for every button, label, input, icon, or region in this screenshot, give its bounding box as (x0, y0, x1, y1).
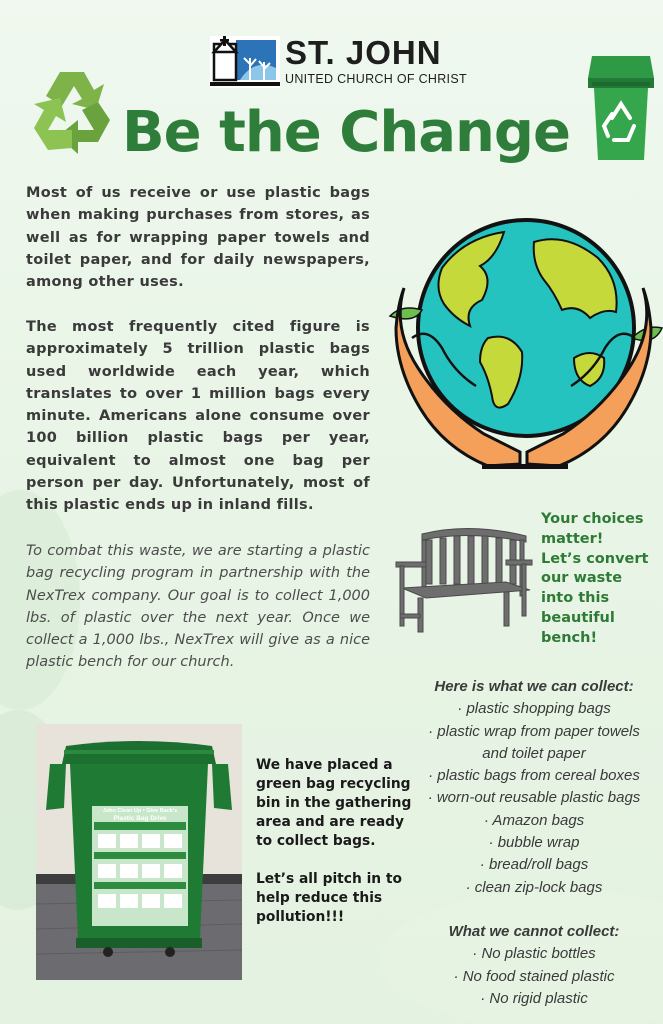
list-item: · worn-out reusable plastic bags (427, 789, 641, 807)
can-collect-heading: Here is what we can collect: (434, 678, 634, 695)
church-logo-icon (210, 36, 280, 88)
church-name-secondary: UNITED CHURCH OF CHRIST (285, 72, 467, 86)
bench-callout-line: Let’s convert (541, 550, 649, 567)
bin-label-line2: Plastic Bag Drive (113, 815, 167, 822)
list-item: · plastic wrap from paper towels (428, 722, 640, 740)
statistics-paragraph: The most frequently cited figure is approximately 5 trillion plastic bags used worldwide each year, which translates to over 1 million bags every minute. Americans alone consume over 100 billion plastic bags per year, equivalent to almost one bag per person per day. Unfortunately, most of this plastic ends up in inland fills. (26, 319, 370, 514)
church-name (285, 36, 467, 86)
bench-callout-line: bench! (541, 629, 598, 646)
list-item: · bread/roll bags (479, 856, 589, 874)
bench-callout-line: beautiful (541, 609, 615, 626)
church-name-primary: ST. JOHN (285, 34, 442, 71)
bench-callout-line: matter! (541, 530, 604, 547)
list-item: · No rigid plastic (480, 989, 588, 1007)
bench-callout-line: into this (541, 590, 610, 607)
call-to-action: Let’s all pitch in to help reduce this pollution!!! (256, 871, 403, 925)
cannot-collect-heading: What we cannot collect: (448, 922, 620, 940)
recycle-icon (22, 62, 122, 162)
list-item: · Amazon bags (483, 811, 585, 829)
collection-list (405, 676, 663, 1010)
globe-in-hands-icon (384, 208, 663, 470)
page-title: Be the Change (122, 100, 570, 165)
list-item: · No food stained plastic (453, 967, 615, 985)
bin-announcement-paragraph: We have placed a green bag recycling bin in the gathering area and are ready to collect bags. (256, 757, 412, 849)
recycling-bin-icon (584, 52, 658, 164)
list-item: and toilet paper (482, 744, 586, 762)
recycling-bin-photo (36, 724, 242, 980)
bench-callout (541, 510, 659, 649)
list-item: · plastic bags from cereal boxes (428, 767, 640, 785)
program-paragraph: To combat this waste, we are starting a plastic bag recycling program in partnership with the NexTrex company. Our goal is to collect 1,000 lbs. of plastic over the next year. Once we collect a 1,000 lbs., NexTrex will give as a nice plastic bench for our church. (26, 543, 370, 671)
bench-callout-line: Your choices (541, 511, 644, 527)
bench-callout-line: our waste (541, 570, 623, 587)
bin-announcement (256, 756, 418, 946)
plastic-bench-icon (392, 518, 534, 638)
bin-label-line1: John Clean Up • Give Back's (102, 808, 178, 814)
intro-paragraph: Most of us receive or use plastic bags when making purchases from stores, as well as for wrapping paper towels and toilet paper, and for daily newspapers, among other uses. (26, 185, 370, 291)
list-item: · plastic shopping bags (457, 700, 611, 718)
list-spacer (405, 899, 663, 921)
list-item: · bubble wrap (488, 834, 580, 852)
list-item: · No plastic bottles (472, 945, 596, 963)
list-item: · clean zip-lock bags (465, 878, 603, 896)
